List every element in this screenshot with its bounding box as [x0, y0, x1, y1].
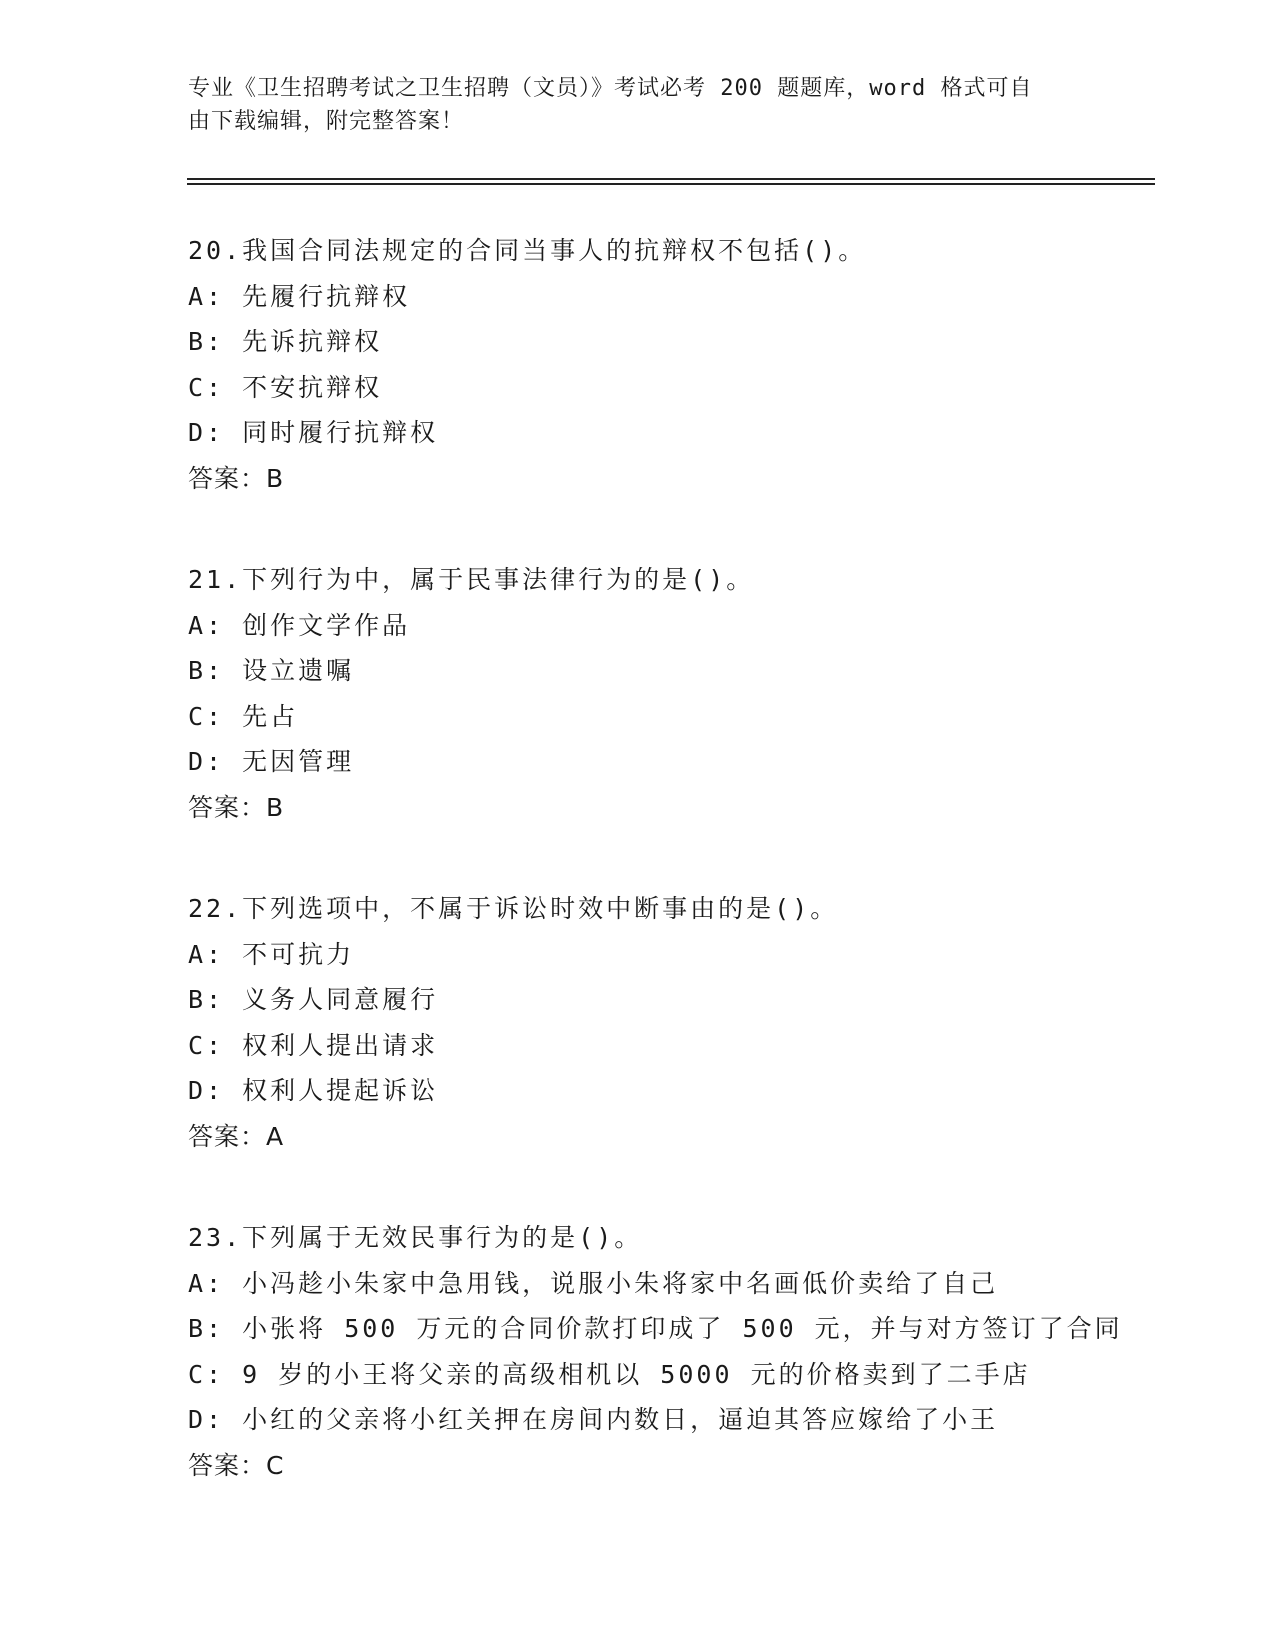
question-stem: 21.下列行为中，属于民事法律行为的是()。 — [188, 565, 755, 594]
option-b: B: 义务人同意履行 — [188, 985, 439, 1014]
document-header — [188, 72, 1068, 138]
option-a: A: 先履行抗辩权 — [188, 281, 411, 311]
question-stem: 22.下列选项中，不属于诉讼时效中断事由的是()。 — [188, 894, 839, 923]
option-a: A: 小冯趁小朱家中急用钱，说服小朱将家中名画低价卖给了自己 — [188, 1268, 999, 1298]
question-22 — [188, 886, 1148, 1159]
option-b: B: 先诉抗辩权 — [188, 327, 383, 356]
option-a: A: 创作文学作品 — [188, 610, 411, 640]
header-line-1: 专业《卫生招聘考试之卫生招聘（文员）》考试必考 200 题题库，word 格式可自 — [188, 76, 1033, 101]
option-d: D: 无因管理 — [188, 747, 355, 776]
header-divider-bottom — [187, 183, 1155, 185]
question-stem: 20.我国合同法规定的合同当事人的抗辩权不包括()。 — [188, 236, 867, 265]
answer: 答案：C — [188, 1450, 285, 1480]
question-21 — [188, 557, 1148, 830]
option-c: C: 不安抗辩权 — [188, 372, 383, 402]
option-b: B: 设立遗嘱 — [188, 656, 355, 685]
option-b: B: 小张将 500 万元的合同价款打印成了 500 元，并与对方签订了合同 — [188, 1314, 1123, 1343]
question-20 — [188, 228, 1148, 501]
header-divider-top — [187, 178, 1155, 180]
answer: 答案：B — [188, 463, 285, 493]
option-a: A: 不可抗力 — [188, 939, 355, 969]
header-line-2: 由下载编辑，附完整答案！ — [188, 109, 465, 134]
option-d: D: 同时履行抗辩权 — [188, 418, 439, 447]
question-23 — [188, 1215, 1148, 1488]
option-d: D: 权利人提起诉讼 — [188, 1076, 439, 1105]
question-list — [188, 228, 1148, 1544]
option-d: D: 小红的父亲将小红关押在房间内数日，逼迫其答应嫁给了小王 — [188, 1405, 999, 1434]
answer: 答案：A — [188, 1121, 285, 1151]
answer: 答案：B — [188, 792, 285, 822]
option-c: C: 先占 — [188, 701, 299, 731]
option-c: C: 权利人提出请求 — [188, 1030, 439, 1060]
option-c: C: 9 岁的小王将父亲的高级相机以 5000 元的价格卖到了二手店 — [188, 1359, 1031, 1389]
question-stem: 23.下列属于无效民事行为的是()。 — [188, 1223, 643, 1252]
